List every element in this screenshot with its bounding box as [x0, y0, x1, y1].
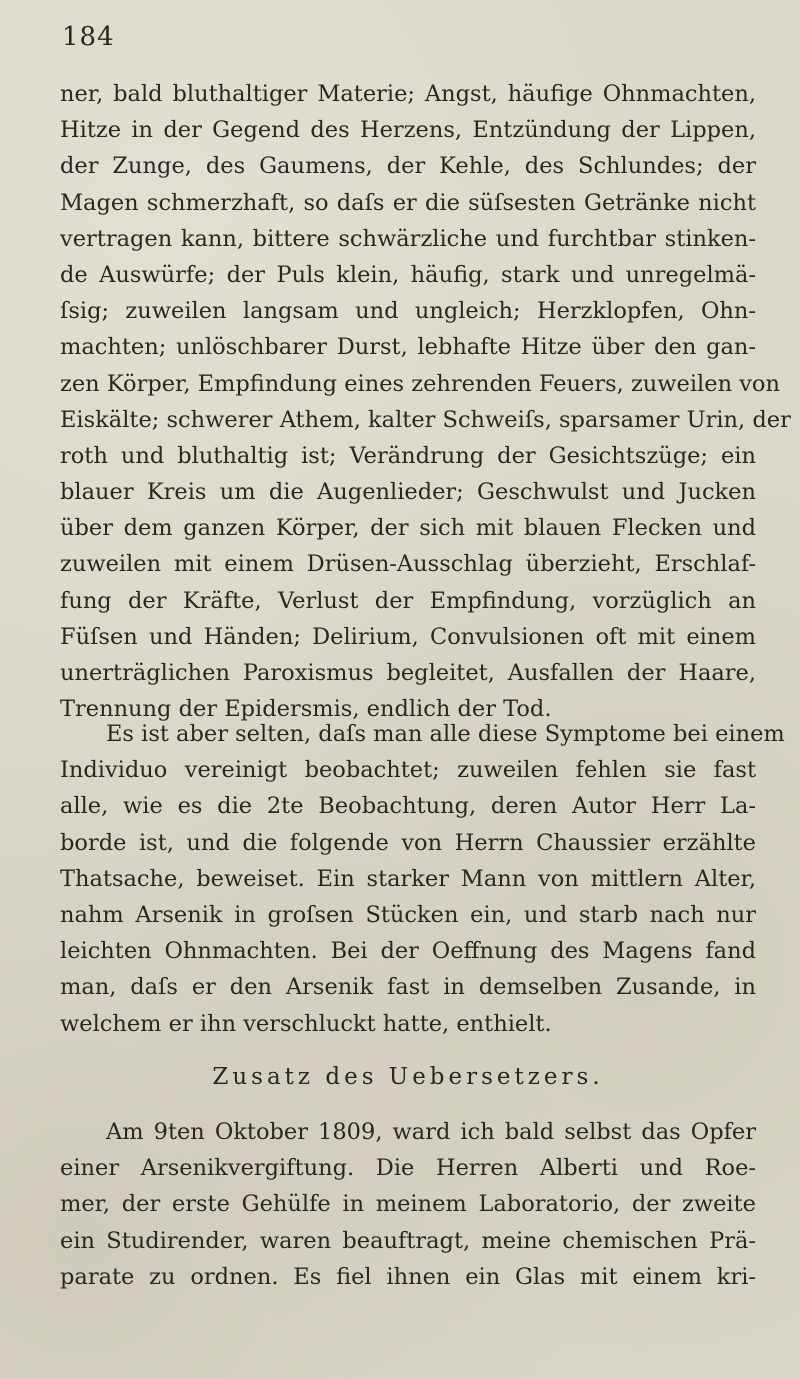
- text-line: zuweilen mit einem Drüsen-Ausschlag überzieht, Erschlaf-: [60, 551, 756, 578]
- text-line: Hitze in der Gegend des Herzens, Entzündung der Lippen,: [60, 117, 756, 144]
- text-line: Magen schmerzhaft, so daſs er die süſsesten Getränke nicht: [60, 189, 756, 216]
- text-line: Füſsen und Händen; Delirium, Convulsionen oft mit einem: [60, 623, 756, 650]
- text-line: mer, der erste Gehülfe in meinem Laboratorio, der zweite: [60, 1191, 756, 1218]
- section-heading: Zusatz des Uebersetzers.: [212, 1064, 604, 1090]
- text-line: borde ist, und die folgende von Herrn Chaussier erzählte: [60, 829, 756, 856]
- text-line: Thatsache, beweiset. Ein starker Mann von mittlern Alter,: [60, 865, 756, 892]
- text-line: nahm Arsenik in groſsen Stücken ein, und starb nach nur: [60, 901, 756, 928]
- paragraph-2: [60, 716, 785, 1042]
- text-line: Es ist aber selten, daſs man alle diese Symptome bei einem: [106, 721, 785, 747]
- page-number: 184: [62, 22, 115, 52]
- text-line: zen Körper, Empfindung eines zehrenden Feuers, zuweilen von: [60, 370, 780, 397]
- text-line: leichten Ohnmachten. Bei der Oeffnung des Magens fand: [60, 938, 756, 965]
- text-line: ein Studirender, waren beauftragt, meine chemischen Prä-: [60, 1227, 756, 1254]
- text-line: unerträglichen Paroxismus begleitet, Ausfallen der Haare,: [60, 660, 756, 686]
- text-line: ner, bald bluthaltiger Materie; Angst, häufige Ohnmachten,: [60, 81, 756, 107]
- text-line: de Auswürfe; der Puls klein, häufig, stark und unregelmä-: [60, 261, 756, 288]
- text-line: man, daſs er den Arsenik fast in demselben Zusande, in: [60, 974, 756, 1001]
- text-line: welchem er ihn verschluckt hatte, enthielt.: [60, 1010, 552, 1037]
- text-line: über dem ganzen Körper, der sich mit blauen Flecken und: [60, 515, 756, 542]
- text-line: blauer Kreis um die Augenlieder; Geschwulst und Jucken: [60, 479, 756, 506]
- paragraph-1: [60, 76, 791, 727]
- text-line: machten; unlöschbarer Durst, lebhafte Hitze über den gan-: [60, 334, 756, 361]
- text-line: roth und bluthaltig ist; Verändrung der Gesichtszüge; ein: [60, 442, 756, 469]
- text-line: Individuo vereinigt beobachtet; zuweilen fehlen sie fast: [60, 757, 756, 784]
- paragraph-3: [60, 1114, 756, 1295]
- text-line: Am 9ten Oktober 1809, ward ich bald selbst das Opfer: [106, 1119, 756, 1145]
- text-line: parate zu ordnen. Es fiel ihnen ein Glas mit einem kri-: [60, 1263, 756, 1290]
- text-line: fung der Kräfte, Verlust der Empfindung, vorzüglich an: [60, 587, 756, 614]
- text-line: ſsig; zuweilen langsam und ungleich; Herzklopfen, Ohn-: [60, 298, 756, 325]
- text-line: Trennung der Epidersmis, endlich der Tod.: [60, 696, 552, 723]
- text-line: der Zunge, des Gaumens, der Kehle, des Schlundes; der: [60, 153, 756, 180]
- text-line: einer Arsenikvergiftung. Die Herren Alberti und Roe-: [60, 1155, 756, 1182]
- text-line: Eiskälte; schwerer Athem, kalter Schweiſs, sparsamer Urin, der: [60, 406, 791, 433]
- text-line: vertragen kann, bittere schwärzliche und furchtbar stinken-: [60, 225, 756, 252]
- text-line: alle, wie es die 2te Beobachtung, deren Autor Herr La-: [60, 793, 756, 820]
